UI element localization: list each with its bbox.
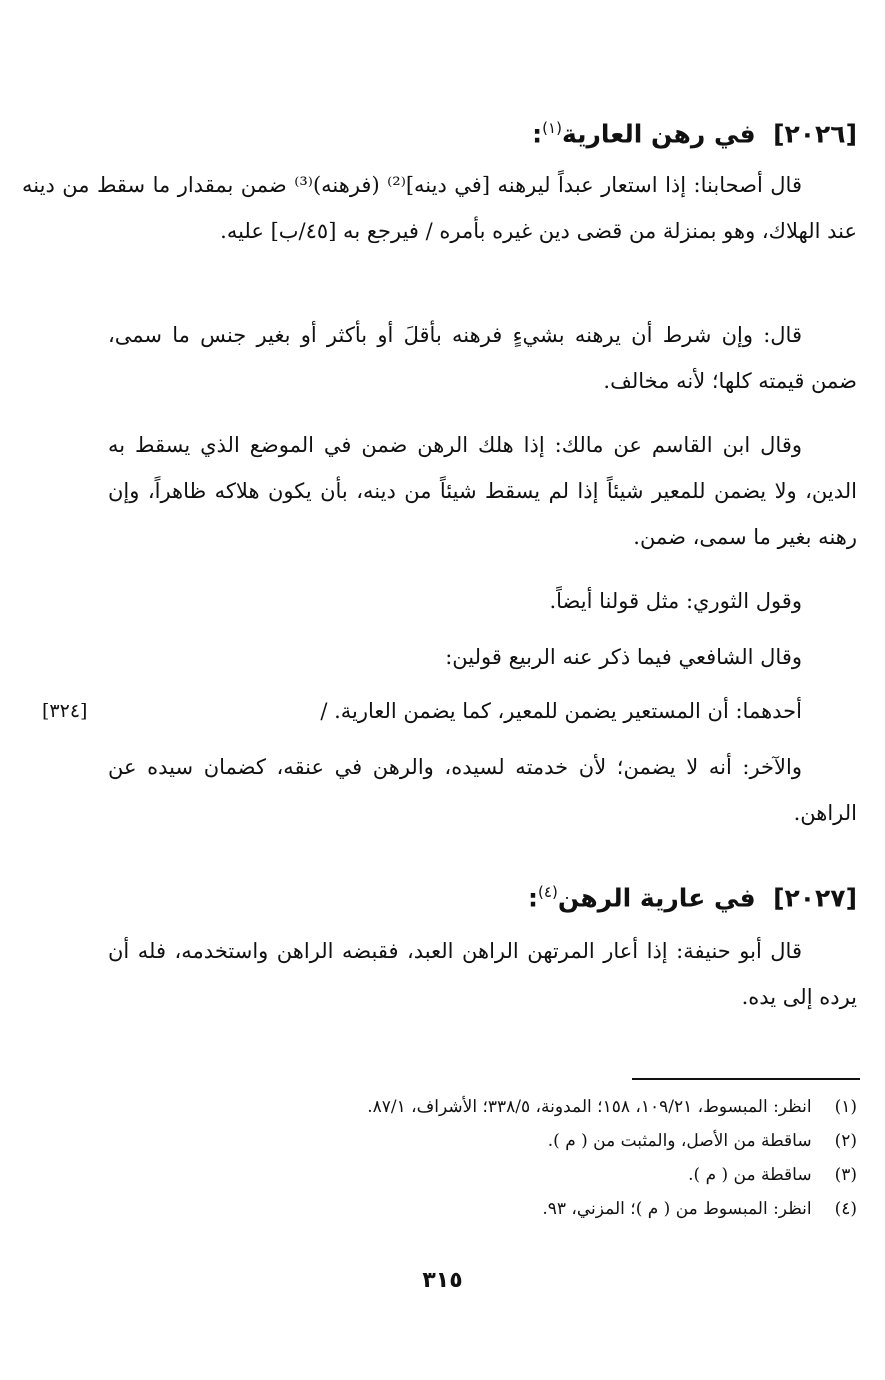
- section-heading-2026: [٢٠٢٦] في رهن العارية$^{(١)}$:: [532, 119, 857, 149]
- section-title: في رهن العارية: [561, 119, 756, 149]
- paragraph: وقال ابن القاسم عن مالك: إذا هلك الرهن ضمن في الموضع الذي يسقط به الدين، ولا يضمن للمعير شيئاً إذا لم يسقط شيئاً من دينه، بأن يكون هلاكه ظاهراً، وإن رهنه بغير ما سمى، ضمن.: [108, 433, 858, 549]
- footnote: [97, 1090, 857, 1124]
- footnote: [97, 1124, 857, 1158]
- footnote-number: (٤): [834, 1199, 857, 1219]
- footnote-text: انظر: المبسوط من ( م )؛ المزني، ٩٣.: [542, 1199, 812, 1219]
- footnote-ref: (٤): [538, 883, 558, 901]
- footnote-number: (٢): [834, 1131, 857, 1151]
- section-heading-2027: [٢٠٢٧] في عارية الرهن$^{(٤)}$:: [528, 883, 857, 913]
- paragraph: أحدهما: أن المستعير يضمن للمعير، كما يضمن العارية. /: [320, 699, 802, 723]
- paragraph: والآخر: أنه لا يضمن؛ لأن خدمته لسيده، والرهن في عنقه، كضمان سيده عن الراهن.: [108, 755, 857, 825]
- paragraph: قال: وإن شرط أن يرهنه بشيءٍ فرهنه بأقلَ أو بأكثر أو بغير جنس ما سمى، ضمن قيمته كلها؛ لأنه مخالف.: [108, 323, 857, 393]
- footnote-separator: [632, 1078, 860, 1080]
- section-title: في عارية الرهن: [557, 883, 756, 913]
- margin-marker: [٣٢٤]: [42, 700, 88, 722]
- footnote-ref: (١): [542, 119, 562, 137]
- footnote-text: انظر: المبسوط، ١٠٩/٢١، ١٥٨؛ المدونة، ٣٣٨/٥؛ الأشراف، ٨٧/١.: [367, 1097, 812, 1117]
- footnote: [97, 1158, 857, 1192]
- footnote-number: (٣): [834, 1165, 857, 1185]
- paragraph: وقال الشافعي فيما ذكر عنه الربيع قولين:: [445, 645, 802, 669]
- footnote-text: ساقطة من الأصل، والمثبت من ( م ).: [547, 1131, 812, 1151]
- section-number: [٢٠٢٦]: [773, 119, 857, 149]
- paragraph: قال أصحابنا: إذا استعار عبداً ليرهنه [في دينه]⁽²⁾ (فرهنه)⁽³⁾ ضمن بمقدار ما سقط من دينه عند الهلاك، وهو بمنزلة من قضى دين غيره بأمره / فيرجع به [٤٥/ب] عليه.: [22, 173, 857, 243]
- page-number: ٣١٥: [422, 1268, 463, 1293]
- paragraph: وقول الثوري: مثل قولنا أيضاً.: [549, 589, 802, 613]
- footnote: [97, 1192, 857, 1226]
- paragraph: قال أبو حنيفة: إذا أعار المرتهن الراهن العبد، فقبضه الراهن واستخدمه، فله أن يرده إلى يده.: [108, 939, 857, 1009]
- section-number: [٢٠٢٧]: [773, 883, 857, 913]
- footnote-text: ساقطة من ( م ).: [688, 1165, 812, 1185]
- footnote-number: (١): [834, 1097, 857, 1117]
